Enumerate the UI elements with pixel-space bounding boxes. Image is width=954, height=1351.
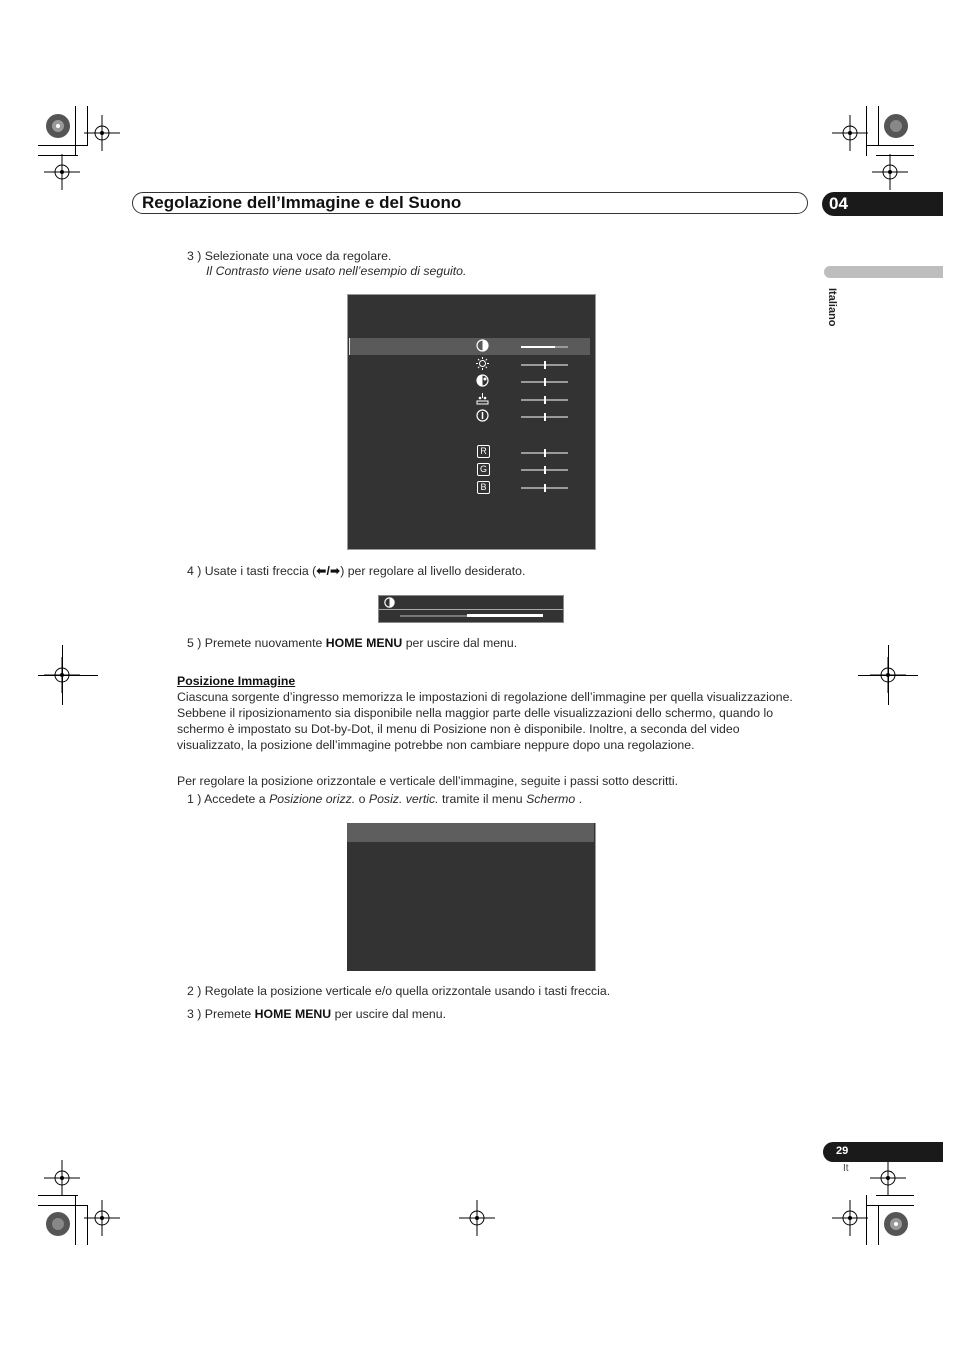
red-icon: R — [477, 445, 490, 458]
menu-ref: Schermo — [526, 792, 576, 806]
crosshair-icon — [832, 1200, 868, 1236]
slider-knob — [544, 378, 546, 386]
contrast-icon — [384, 597, 395, 608]
paragraph-line: schermo è impostato su Dot-by-Dot, il menu di Posizione non è disponibile. Inoltre, a seconda del video — [177, 722, 740, 736]
step-5 — [187, 636, 517, 652]
step-text: Usate i tasti freccia ( — [204, 564, 317, 578]
step-text: tramite il menu — [438, 792, 527, 806]
step-text: o — [355, 792, 369, 806]
step-number: 4 ) — [187, 564, 202, 578]
sharpness-icon — [476, 409, 489, 422]
section-intro: Per regolare la posizione orizzontale e verticale dell’immagine, seguite i passi sotto descritti. — [177, 774, 679, 788]
step-3 — [187, 249, 391, 265]
home-menu-key: HOME MENU — [325, 636, 403, 650]
step-b3 — [187, 1007, 446, 1023]
step-3-note: Il Contrasto viene usato nell’esempio di seguito. — [206, 264, 467, 278]
step-text: Accedete a — [204, 792, 270, 806]
page-number: 29 — [836, 1145, 849, 1157]
paragraph-line: Ciascuna sorgente d’ingresso memorizza le impostazioni di regolazione dell’immagine per quella visualizzazione. — [177, 690, 793, 704]
paragraph-line: Sebbene il riposizionamento sia disponibile nella maggior parte delle visualizzazioni dello schermo, quando lo — [177, 706, 774, 720]
level-bar-fill — [467, 614, 543, 617]
step-number: 2 ) — [187, 984, 202, 998]
home-menu-key: HOME MENU — [254, 1007, 332, 1021]
color-icon — [476, 374, 489, 387]
section-paragraph — [177, 689, 817, 753]
registration-target-icon — [882, 112, 910, 140]
tint-icon — [476, 392, 489, 405]
step-b1 — [187, 792, 582, 808]
crosshair-icon — [872, 154, 908, 190]
crosshair-icon — [832, 115, 868, 151]
section-heading: Posizione Immagine — [177, 674, 296, 688]
step-text: Selezionate una voce da regolare. — [204, 249, 392, 263]
slider-knob — [544, 449, 546, 457]
screen-menu-header — [347, 823, 594, 842]
page-title: Regolazione dell’Immagine e del Suono — [142, 193, 462, 212]
step-number: 3 ) — [187, 1007, 202, 1021]
arrow-keys-icon: ⬅/➡ — [316, 564, 341, 578]
step-text-end: ) per regolare al livello desiderato. — [340, 564, 526, 578]
language-tab — [824, 266, 943, 278]
blue-icon: B — [477, 481, 490, 494]
crosshair-icon — [44, 154, 80, 190]
step-text: Regolate la posizione verticale e/o quella orizzontale usando i tasti freccia. — [204, 984, 611, 998]
slider-fill — [521, 346, 555, 348]
step-text: . — [575, 792, 583, 806]
picture-menu-screen — [347, 294, 596, 550]
step-number: 5 ) — [187, 636, 202, 650]
step-number: 3 ) — [187, 249, 202, 263]
slider-knob — [544, 413, 546, 421]
slider-knob — [544, 484, 546, 492]
step-number: 1 ) — [187, 792, 202, 806]
screen-menu-screen — [347, 823, 596, 971]
crosshair-icon — [870, 1160, 906, 1196]
menu-item-ref: Posizione orizz. — [269, 792, 356, 806]
contrast-icon — [476, 339, 489, 352]
paragraph-line: visualizzato, la posizione dell’immagine potrebbe non cambiare neppure dopo una regolazione. — [177, 738, 695, 752]
crosshair-icon — [84, 115, 120, 151]
step-text: Premete nuovamente — [204, 636, 326, 650]
step-b2 — [187, 984, 610, 1000]
green-icon: G — [477, 463, 490, 476]
slider-knob — [544, 396, 546, 404]
slider-knob — [544, 466, 546, 474]
step-text-end: per uscire dal menu. — [402, 636, 518, 650]
step-4 — [187, 564, 525, 580]
step-text-end: per uscire dal menu. — [331, 1007, 447, 1021]
menu-item-ref: Posiz. vertic. — [368, 792, 439, 806]
crosshair-icon — [44, 1160, 80, 1196]
crosshair-icon — [84, 1200, 120, 1236]
bar-divider — [379, 609, 563, 610]
registration-target-icon — [44, 112, 72, 140]
crosshair-icon — [459, 1200, 495, 1236]
page-language: It — [843, 1163, 849, 1174]
registration-target-icon — [44, 1210, 72, 1238]
registration-target-icon — [882, 1210, 910, 1238]
language-label: Italiano — [826, 288, 838, 327]
step-text: Premete — [204, 1007, 255, 1021]
brightness-icon — [476, 357, 489, 370]
slider-knob — [544, 361, 546, 369]
chapter-number: 04 — [829, 194, 848, 213]
